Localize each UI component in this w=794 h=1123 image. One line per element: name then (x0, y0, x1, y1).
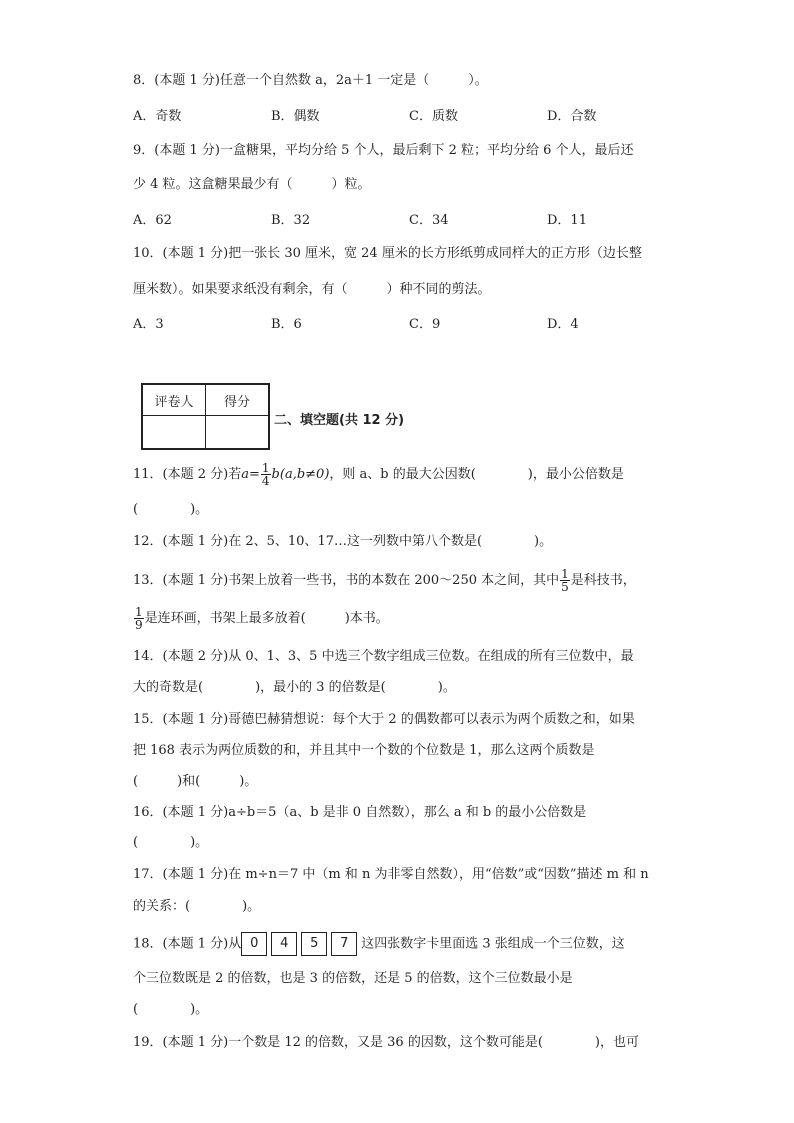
q19-text: 19．(本题 1 分)一个数是 12 的倍数，又是 36 的因数，这个数可能是( )，也可 (133, 1035, 639, 1050)
reviewer-header: 评卷人 (142, 384, 206, 416)
q8-option-d[interactable]: D．合数 (547, 109, 597, 124)
q13-frac2-num: 1 (135, 605, 143, 619)
q18-line3: ( )。 (133, 1002, 209, 1017)
q10-option-c[interactable]: C．9 (409, 317, 441, 332)
q11-var-b: b (271, 467, 280, 482)
q11-eq: = (249, 467, 260, 482)
q11-fraction (261, 462, 271, 487)
q13-fraction-1 (560, 568, 570, 593)
q13-frac1-den: 5 (561, 580, 569, 594)
q8-option-c[interactable]: C．质数 (409, 109, 458, 124)
q18-prefix: 18．(本题 1 分)从 (133, 936, 242, 952)
q11-prefix: 11．(本题 2 分)若 (133, 467, 242, 482)
q10-line1: 10．(本题 1 分)把一张长 30 厘米，宽 24 厘米的长方形纸剪成同样大的正方形（边长整 (133, 246, 642, 261)
q8-option-b[interactable]: B．偶数 (271, 109, 320, 124)
q12-text: 12．(本题 1 分)在 2、5、10、17…这一列数中第八个数是( )。 (133, 534, 553, 549)
q14-line1: 14．(本题 2 分)从 0、1、3、5 中选三个数字组成三位数。在组成的所有三位数中，最 (133, 649, 634, 664)
q11-condition: (a,b≠0) (279, 467, 330, 482)
q11-frac-num: 1 (261, 461, 270, 475)
q16-line1: 16．(本题 1 分)a÷b＝5（a、b 是非 0 自然数），那么 a 和 b 的最小公倍数是 (133, 805, 587, 820)
section-title: 二、填空题(共 12 分) (274, 413, 405, 428)
digit-card-7: 7 (331, 932, 357, 956)
q13-frac2-den: 9 (135, 618, 143, 632)
q9-option-d[interactable]: D．11 (547, 213, 587, 228)
q16-line2: ( )。 (133, 835, 209, 850)
q13-mid: 是科技书， (570, 573, 636, 588)
q8-option-a[interactable]: A．奇数 (133, 109, 182, 124)
score-header: 得分 (206, 384, 270, 416)
q14-line2: 大的奇数是( )，最小的 3 的倍数是( )。 (133, 680, 456, 695)
q9-option-c[interactable]: C．34 (409, 213, 449, 228)
q18-line1 (133, 932, 625, 956)
q9-option-a[interactable]: A．62 (133, 213, 172, 228)
q10-option-a[interactable]: A．3 (133, 317, 164, 332)
q13-frac1-num: 1 (561, 567, 569, 581)
q10-option-d[interactable]: D．4 (547, 317, 579, 332)
q13-line1 (133, 568, 636, 593)
q17-line1: 17．(本题 1 分)在 m÷n＝7 中（m 和 n 为非零自然数），用“倍数”或“因数”描述 m 和 n (133, 867, 649, 882)
q18-line2: 个三位数既是 2 的倍数，也是 3 的倍数，还是 5 的倍数，这个三位数最小是 (133, 971, 573, 986)
digit-card-5: 5 (301, 932, 327, 956)
q11-var-a: a (241, 467, 249, 482)
q10-line2: 厘米数）。如果要求纸没有剩余，有（ ）种不同的剪法。 (133, 282, 491, 297)
score-table (141, 383, 270, 450)
digit-card-0: 0 (241, 932, 267, 956)
q11-suffix: ，则 a、b 的最大公因数( )，最小公倍数是 (329, 467, 624, 482)
q15-line3: ( )和( )。 (133, 774, 258, 789)
score-cell[interactable] (206, 416, 270, 450)
q13-fraction-2 (134, 606, 144, 631)
digit-card-4: 4 (271, 932, 297, 956)
q9-line2: 少 4 粒。这盒糖果最少有（ ）粒。 (133, 177, 371, 192)
q8-text: 8．(本题 1 分)任意一个自然数 a，2a＋1 一定是（ ）。 (133, 73, 488, 88)
q13-prefix: 13．(本题 1 分)书架上放着一些书，书的本数在 200～250 本之间，其中 (133, 573, 560, 588)
q10-option-b[interactable]: B．6 (271, 317, 302, 332)
q17-line2: 的关系：( )。 (133, 899, 261, 914)
q15-line2: 把 168 表示为两位质数的和，并且其中一个数的个位数是 1，那么这两个质数是 (133, 743, 595, 758)
q11-line1 (133, 462, 624, 487)
q9-line1: 9．(本题 1 分)一盒糖果，平均分给 5 个人，最后剩下 2 粒；平均分给 6 个人，最后还 (133, 143, 634, 158)
q9-option-b[interactable]: B．32 (271, 213, 311, 228)
q18-suffix: 这四张数字卡里面选 3 张组成一个三位数，这 (361, 936, 625, 952)
q11-line2: ( )。 (133, 502, 209, 517)
q13-line2 (133, 606, 389, 631)
q11-frac-den: 4 (261, 474, 270, 488)
q15-line1: 15．(本题 1 分)哥德巴赫猜想说：每个大于 2 的偶数都可以表示为两个质数之和，如果 (133, 712, 635, 727)
q13-suffix: 是连环画，书架上最多放着( )本书。 (144, 611, 389, 626)
reviewer-cell[interactable] (142, 416, 206, 450)
